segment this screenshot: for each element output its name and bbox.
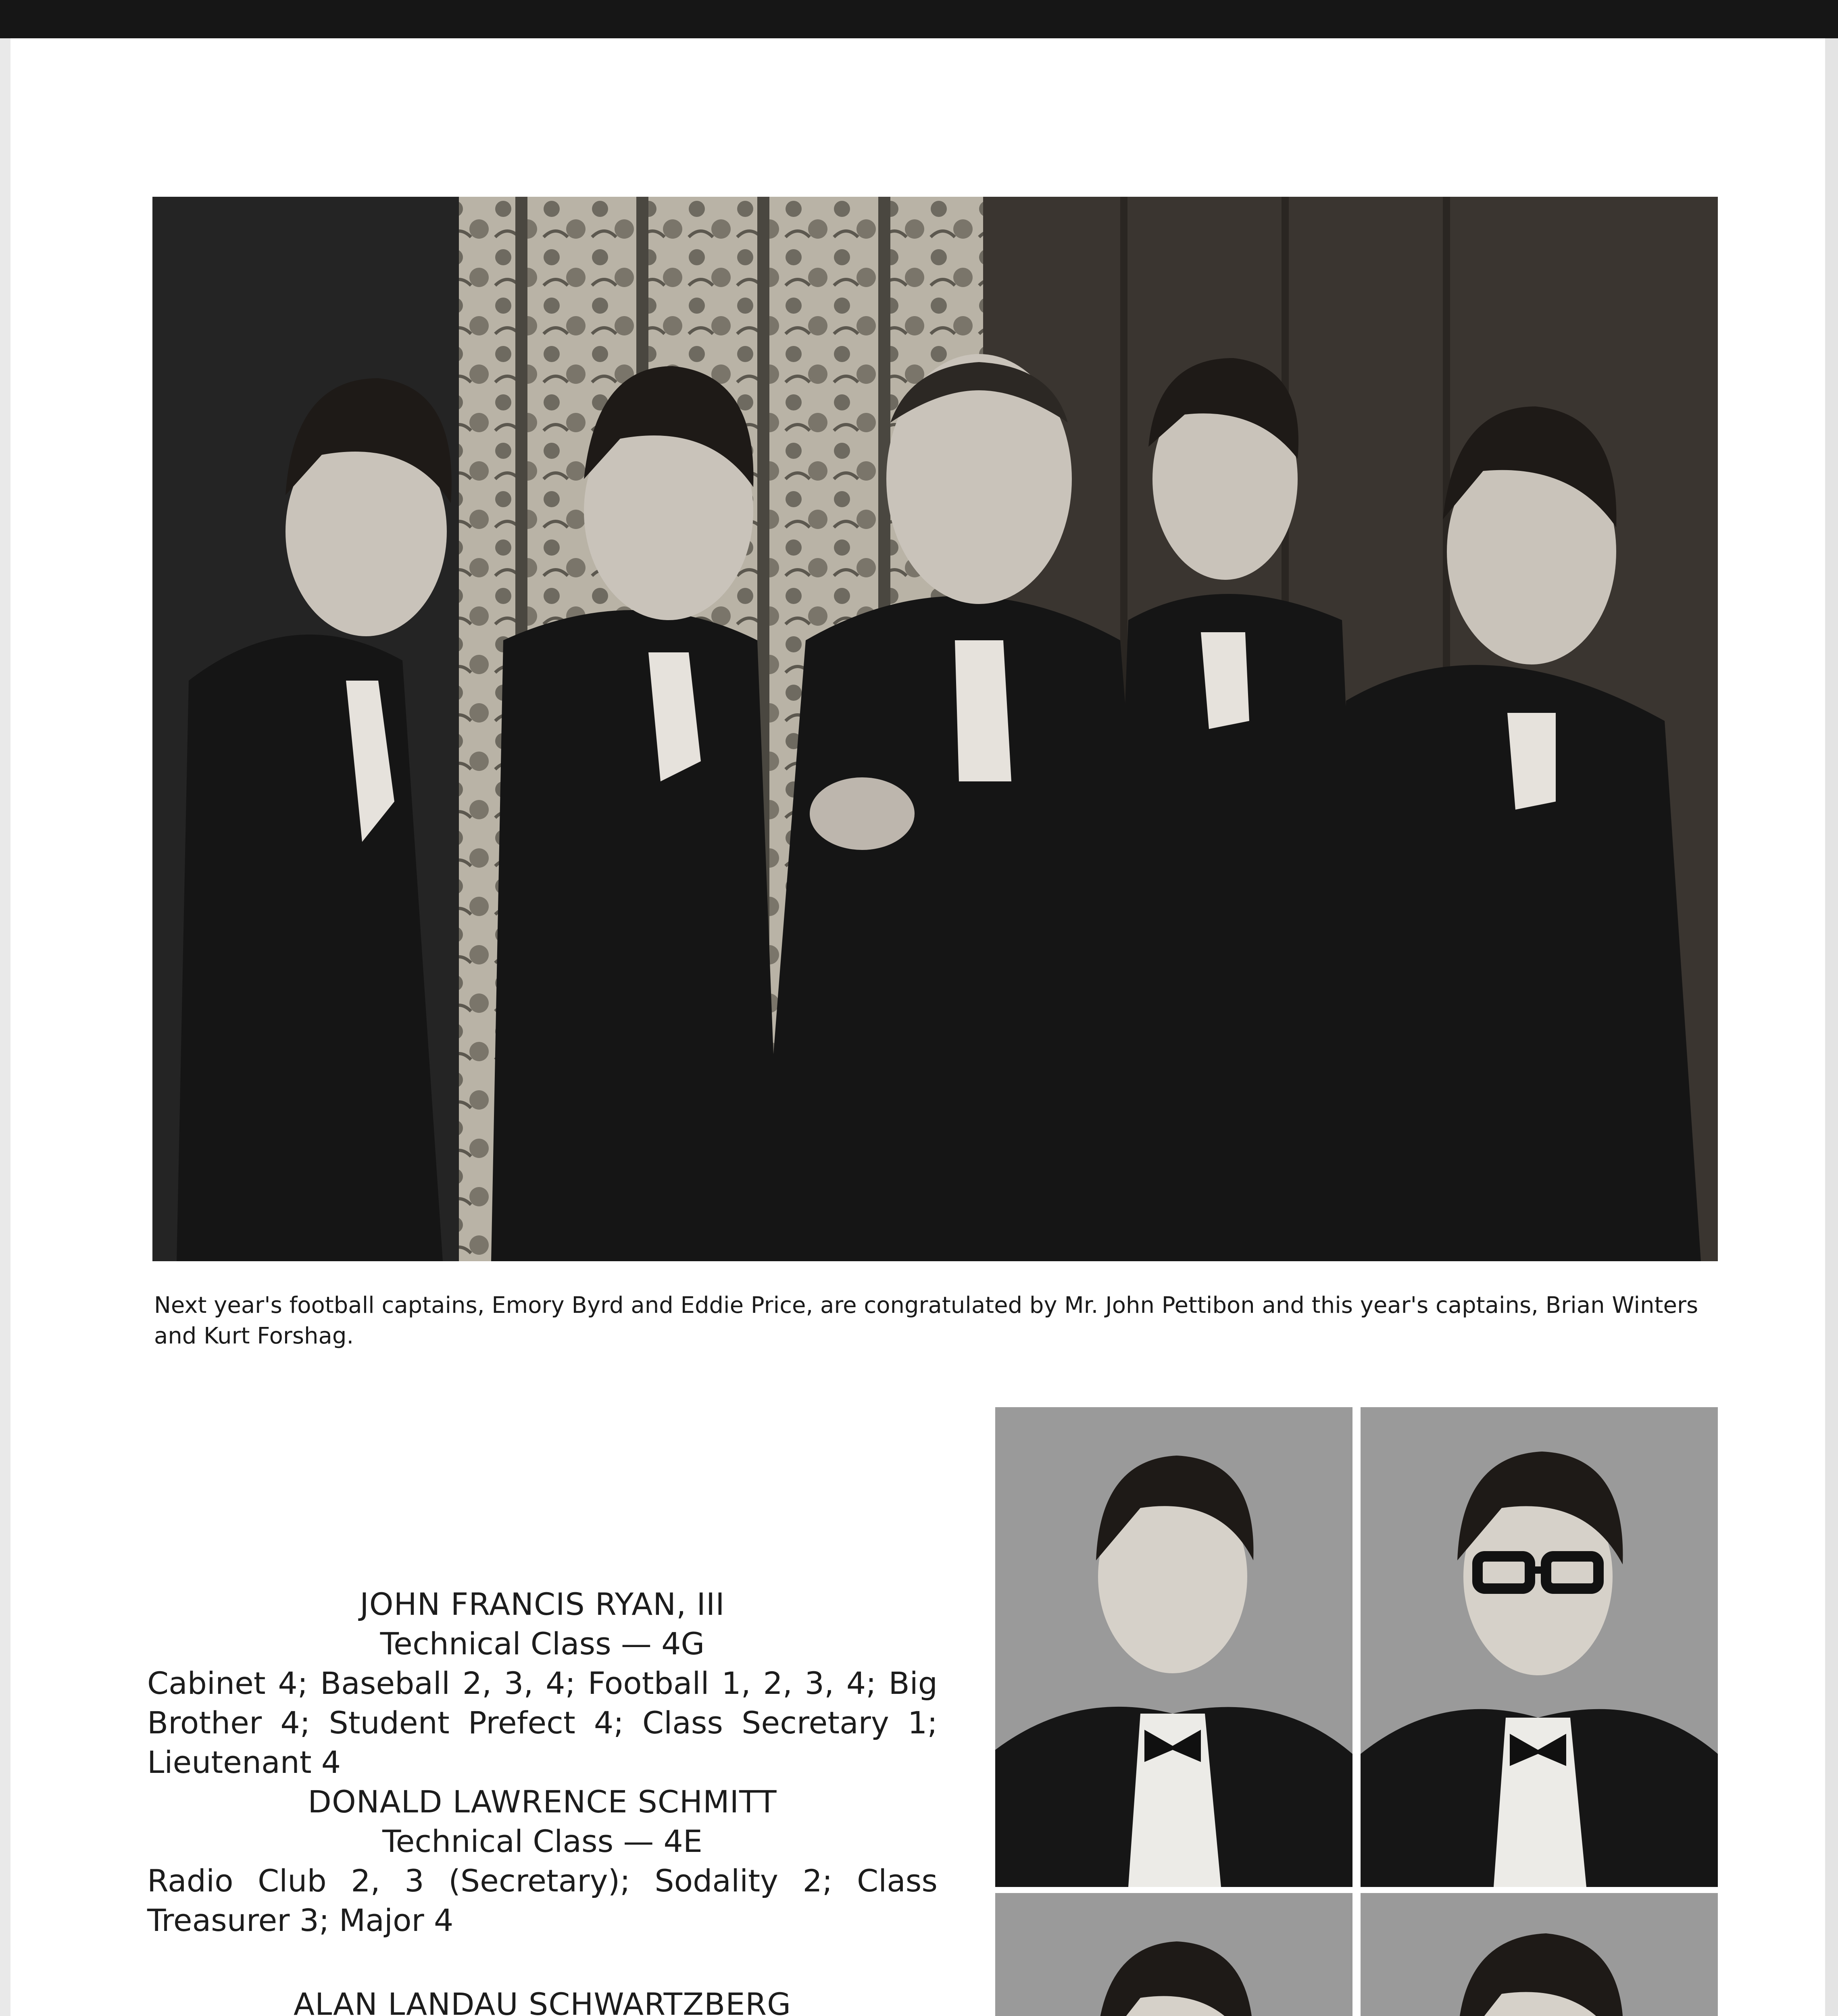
bio-name: JOHN FRANCIS RYAN, III	[360, 1586, 725, 1622]
portrait-schwartzberg	[995, 1893, 1352, 2016]
senior-bios	[147, 1585, 938, 2016]
group-photo	[152, 197, 1718, 1261]
bio-name: ALAN LANDAU SCHWARTZBERG	[293, 1986, 792, 2016]
photo-caption: Next year's football captains, Emory Byrd and Eddie Price, are congratulated by Mr. John Pettibon and this year's captains, Brian Winters and Kurt Forshag.	[154, 1292, 1698, 1349]
senior-portraits	[995, 1407, 1718, 2016]
portrait-sevin	[1361, 1893, 1718, 2016]
bio-class: Technical Class — 4G	[380, 1626, 705, 1662]
bio-activities: Radio Club 2, 3 (Secretary); Sodality 2; Class Treasurer 3; Major 4	[147, 1863, 938, 1938]
portrait-ryan	[995, 1407, 1352, 1887]
scan-border-left	[0, 38, 10, 2016]
bio-class: Technical Class — 4E	[382, 1823, 702, 1859]
scan-border-right	[1825, 38, 1838, 2016]
portrait-schmitt	[1361, 1407, 1718, 1887]
scan-border-top	[0, 0, 1838, 38]
bio-activities: Cabinet 4; Baseball 2, 3, 4; Football 1, 2, 3, 4; Big Brother 4; Student Prefect 4; Class Secretary 1; Lieutenant 4	[147, 1665, 938, 1780]
bio-name: DONALD LAWRENCE SCHMITT	[308, 1784, 777, 1820]
